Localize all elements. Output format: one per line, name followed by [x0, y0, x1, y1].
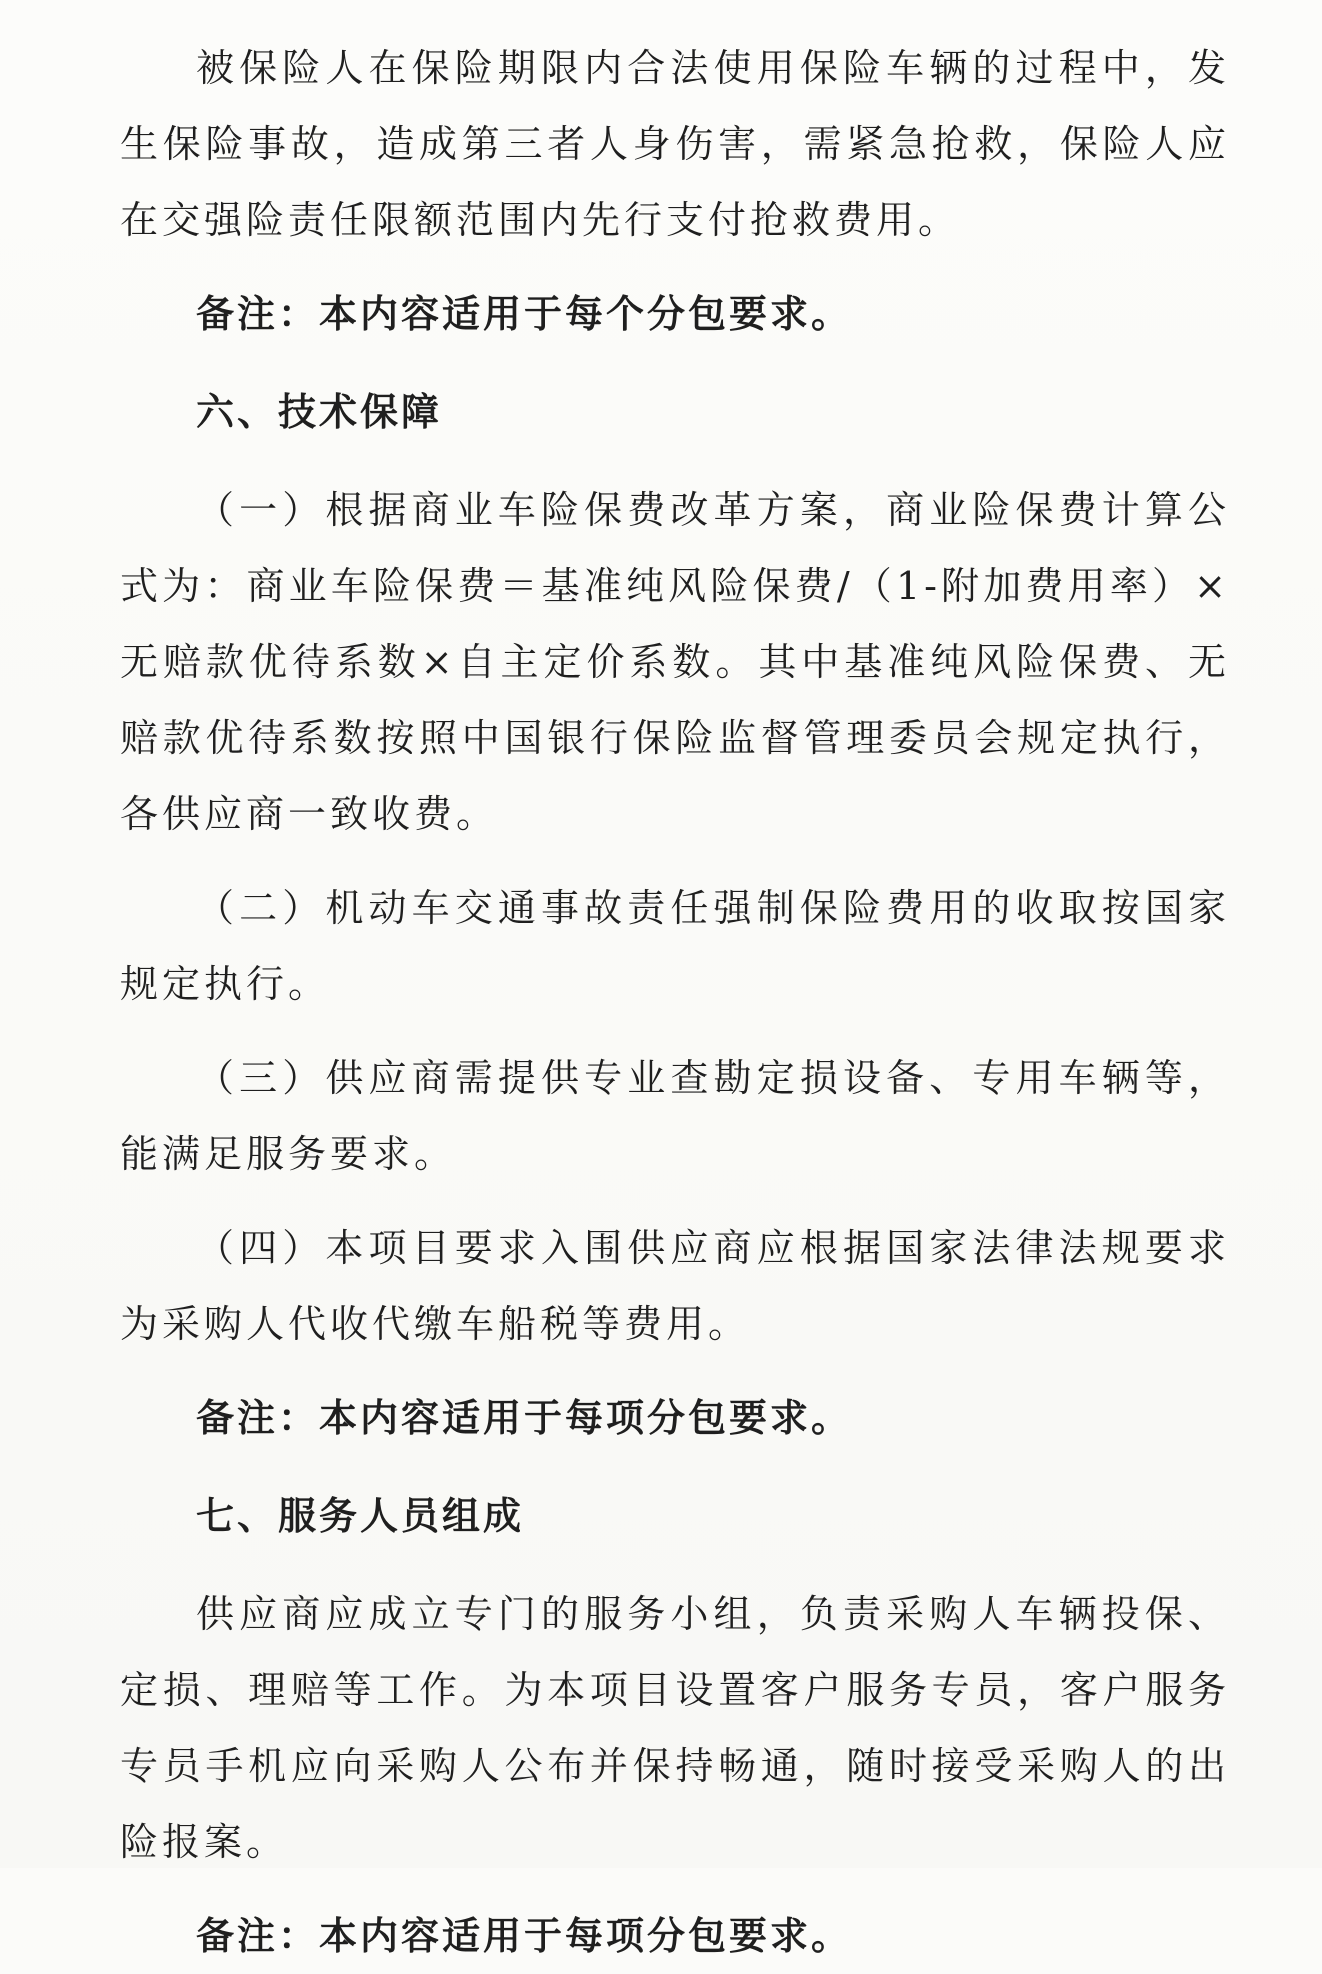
section-heading-7: 七、服务人员组成 — [196, 1494, 525, 1538]
section-7-paragraph: 供应商应成立专门的服务小组，负责采购人车辆投保、定损、理赔等工作。为本项目设置客户服务专员，客户服务专员手机应向采购人公布并保持畅通，随时接受采购人的出险报案。 — [120, 1592, 1230, 1864]
document-body — [120, 30, 1230, 1974]
section-heading-6: 六、技术保障 — [196, 390, 443, 434]
section-6-item-4: （四）本项目要求入围供应商应根据国家法律法规要求为采购人代收代缴车船税等费用。 — [120, 1226, 1230, 1346]
intro-paragraph: 被保险人在保险期限内合法使用保险车辆的过程中，发生保险事故，造成第三者人身伤害，需紧急抢救，保险人应在交强险责任限额范围内先行支付抢救费用。 — [120, 46, 1230, 242]
section-6-note: 备注：本内容适用于每项分包要求。 — [196, 1396, 853, 1440]
section-6-item-2: （二）机动车交通事故责任强制保险费用的收取按国家规定执行。 — [120, 886, 1230, 1006]
section-6-item-1: （一）根据商业车险保费改革方案，商业险保费计算公式为：商业车险保费＝基准纯风险保费/（1-附加费用率）×无赔款优待系数×自主定价系数。其中基准纯风险保费、无赔款优待系数按照中国银行保险监督管理委员会规定执行，各供应商一致收费。 — [120, 488, 1230, 836]
section-7-note: 备注：本内容适用于每项分包要求。 — [196, 1914, 853, 1958]
section-6-item-3: （三）供应商需提供专业查勘定损设备、专用车辆等，能满足服务要求。 — [120, 1056, 1230, 1176]
note-paragraph: 备注：本内容适用于每个分包要求。 — [196, 292, 853, 336]
